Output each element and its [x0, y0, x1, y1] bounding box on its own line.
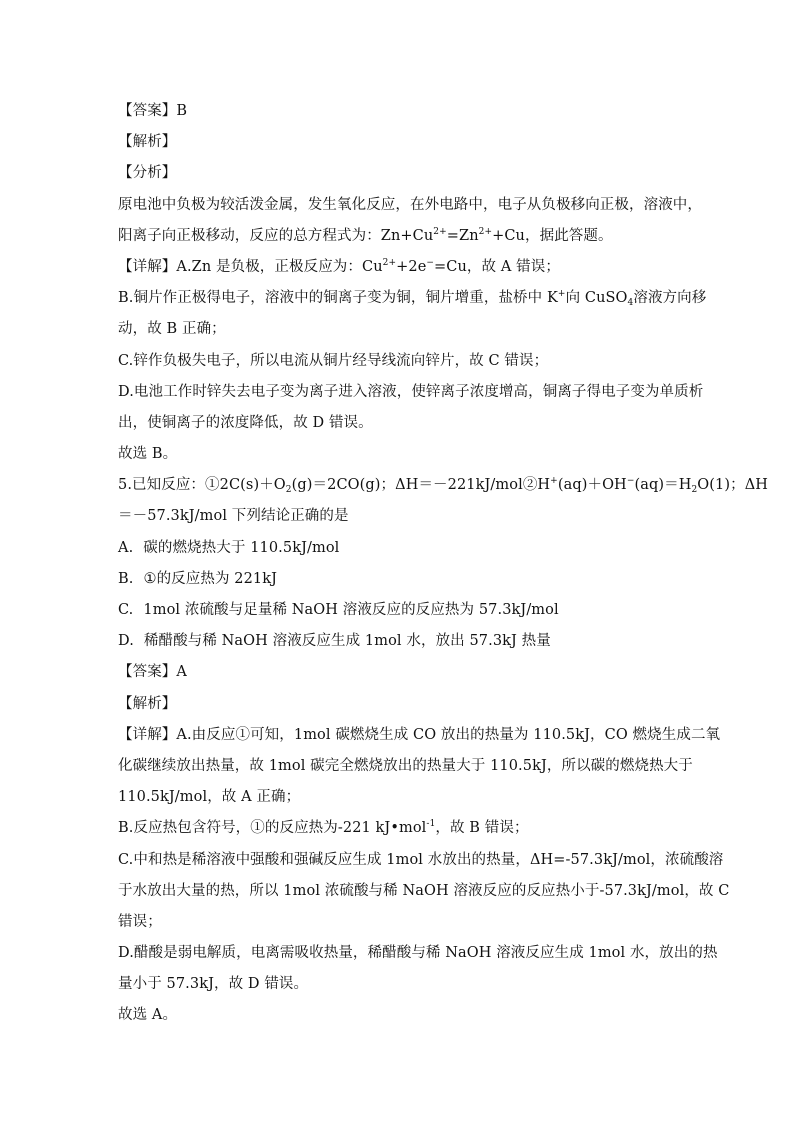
superscript: +: [557, 289, 566, 300]
q5-detail-b: [118, 813, 678, 844]
text-segment: B.铜片作正极得电子，溶液中的铜离子变为铜，铜片增重，盐桥中 K: [118, 290, 558, 307]
text-segment: (aq)＋OH: [557, 477, 627, 494]
detail-tag: 【详解】: [118, 726, 177, 743]
option-text: ①的反应热为 221kJ: [143, 570, 278, 587]
text-segment: 向 CuSO: [565, 290, 628, 307]
text-segment: B.反应热包含符号，①的反应热为-221 kJ•mol: [118, 820, 427, 837]
q5-detail-a-line-3: 110.5kJ/mol，故 A 正确；: [118, 789, 301, 806]
option-text: 1mol 浓硫酸与足量稀 NaOH 溶液反应的反应热为 57.3kJ/mol: [143, 602, 559, 618]
answer-tag: 【答案】: [118, 103, 177, 119]
text-segment: O(1)；ΔH: [697, 477, 769, 494]
option-text: 稀醋酸与稀 NaOH 溶液反应生成 1mol 水，放出 57.3kJ 热量: [143, 633, 551, 650]
text-segment: ΔH＝－221kJ/mol②H: [395, 477, 551, 494]
answer-tag: 【答案】: [118, 664, 177, 681]
superscript: +: [550, 476, 558, 487]
q4-detail-c: C.锌作负极失电子，所以电流从铜片经导线流向锌片，故 C 错误；: [118, 352, 549, 369]
q5-option-c: [118, 595, 678, 626]
q4-detail-b-line-1: [118, 283, 707, 314]
superscript: −: [426, 257, 435, 268]
detail-tag: 【详解】: [118, 258, 177, 275]
superscript: 2+: [433, 226, 447, 237]
answer-value: A: [176, 664, 187, 681]
superscript: -1: [426, 819, 436, 830]
q5-detail-a-line-2: 化碳继续放出热量，故 1mol 碳完全燃烧放出的热量大于 110.5kJ，所以碳的燃烧热大于: [118, 757, 693, 774]
option-letter: D.: [118, 633, 134, 650]
text-segment: 阳离子向正极移动，反应的总方程式为：Zn+Cu: [118, 227, 434, 244]
q4-detail-b-line-2: 动，故 B 正确；: [118, 321, 226, 338]
text-segment: (aq)＝H: [634, 477, 692, 494]
superscript: 2+: [382, 257, 397, 268]
q4-detail-d-line-2: 出，使铜离子的浓度降低，故 D 错误。: [118, 414, 373, 431]
text-segment: +2e: [396, 258, 427, 275]
q5-analysis-tag: 【解析】: [118, 695, 177, 712]
q4-analysis-tag: 【解析】: [118, 134, 177, 151]
text-segment: 溶液方向移: [633, 290, 707, 307]
option-text: 碳的燃烧热大于 110.5kJ/mol: [143, 539, 340, 556]
option-letter: A.: [118, 539, 134, 556]
q4-detail-a: [118, 252, 678, 283]
q5-option-d: [118, 626, 678, 657]
q5-option-a: [118, 533, 678, 564]
q4-fenxi-line-1: 原电池中负极为较活泼金属，发生氧化反应，在外电路中，电子从负极移向正极，溶液中，: [118, 196, 702, 213]
q4-fenxi-tag: 【分析】: [118, 165, 177, 182]
text-segment: (g)＝2CO(g)；: [291, 477, 396, 494]
text-segment: =Cu，故 A 错误；: [434, 258, 560, 275]
q5-conclusion: 故选 A。: [118, 1007, 178, 1024]
document-body: [118, 96, 769, 1032]
q5-detail-c-line-3: 错误；: [118, 913, 162, 930]
text-segment: A.Zn 是负极，正极反应为：Cu: [176, 258, 383, 275]
q5-detail-d-line-1: D.醋酸是弱电解质，电离需吸收热量，稀醋酸与稀 NaOH 溶液反应生成 1mol 水，放出的热: [118, 945, 718, 962]
subscript: 2: [691, 485, 698, 496]
text-segment: =Zn: [446, 227, 479, 244]
q5-stem-line-1: [118, 470, 769, 501]
superscript: −: [626, 476, 635, 487]
subscript: 4: [627, 298, 634, 309]
q5-option-b: [118, 564, 678, 595]
text-segment: ，故 B 错误；: [435, 820, 529, 837]
subscript: 2: [285, 485, 292, 496]
q5-detail-c-line-2: 于水放出大量的热，所以 1mol 浓硫酸与稀 NaOH 溶液反应的反应热小于-57.3kJ/mol，故 C: [118, 882, 730, 899]
text-segment: A.由反应①可知，1mol 碳燃烧生成 CO 放出的热量为 110.5kJ，CO 燃烧生成二氧: [176, 726, 721, 743]
q4-answer-line: [118, 96, 678, 127]
q5-detail-c-line-1: C.中和热是稀溶液中强酸和强碱反应生成 1mol 水放出的热量，ΔH=-57.3kJ/mol，浓硫酸溶: [118, 851, 724, 868]
q5-answer-line: [118, 657, 678, 688]
option-letter: C.: [118, 602, 134, 618]
answer-value: B: [176, 103, 188, 119]
q5-detail-a-line-1: [118, 720, 721, 751]
q4-detail-d-line-1: D.电池工作时锌失去电子变为离子进入溶液，使锌离子浓度增高，铜离子得电子变为单质析: [118, 383, 704, 400]
option-letter: B.: [118, 570, 134, 587]
q4-conclusion: 故选 B。: [118, 446, 178, 463]
text-segment: +Cu，据此答题。: [492, 227, 613, 244]
q5-detail-d-line-2: 量小于 57.3kJ，故 D 错误。: [118, 976, 309, 993]
text-segment: 5.已知反应：①2C(s)＋O: [118, 477, 286, 494]
superscript: 2+: [478, 226, 493, 237]
q5-stem-line-2: ＝－57.3kJ/mol 下列结论正确的是: [118, 508, 349, 525]
q4-fenxi-line-2: [118, 221, 678, 252]
